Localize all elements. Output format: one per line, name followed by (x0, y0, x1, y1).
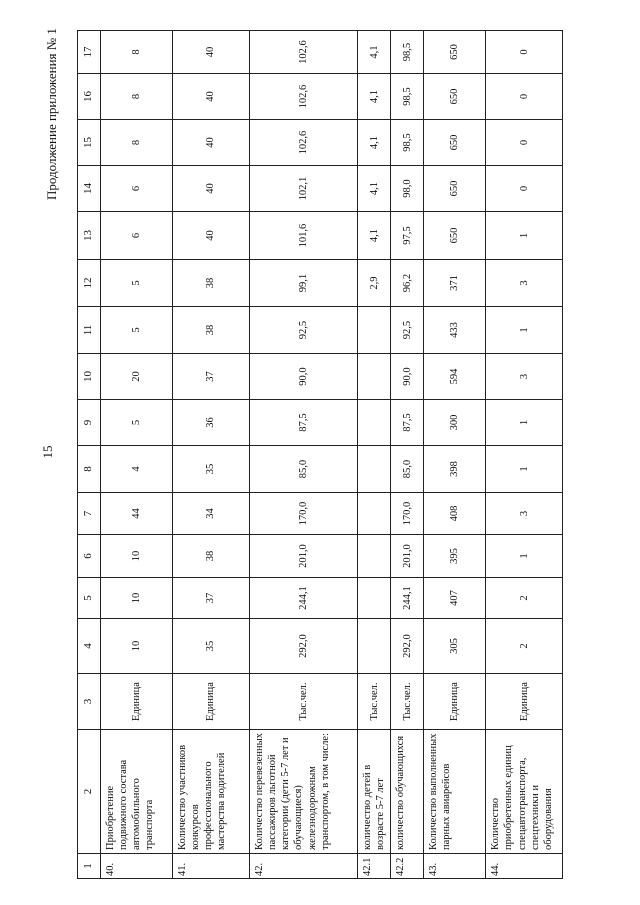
unit-cell: Тыс.чел. (250, 674, 358, 730)
header-cell: 10 (78, 354, 101, 400)
header-cell: 2 (78, 730, 101, 854)
header-row (78, 31, 101, 879)
value-cell: 97,5 (391, 212, 424, 260)
row-number: 42.1 (358, 854, 391, 879)
value-cell: 395 (424, 535, 486, 578)
value-cell: 8 (101, 31, 173, 74)
value-cell: 99,1 (250, 260, 358, 307)
value-cell: 371 (424, 260, 486, 307)
value-cell (358, 493, 391, 535)
value-cell: 20 (101, 354, 173, 400)
value-cell: 37 (173, 354, 250, 400)
value-cell: 292,0 (250, 619, 358, 674)
header-cell: 16 (78, 74, 101, 120)
indicator-name: Количество выполненных парных авиарейсов (424, 730, 486, 854)
value-cell: 8 (101, 74, 173, 120)
value-cell: 38 (173, 260, 250, 307)
value-cell: 3 (486, 493, 563, 535)
value-cell: 8 (101, 120, 173, 166)
value-cell: 4 (101, 446, 173, 493)
value-cell: 201,0 (391, 535, 424, 578)
value-cell: 6 (101, 166, 173, 212)
value-cell: 92,5 (391, 307, 424, 354)
unit-cell: Единица (486, 674, 563, 730)
indicator-name: количество обучающихся (391, 730, 424, 854)
value-cell: 10 (101, 578, 173, 619)
value-cell: 85,0 (391, 446, 424, 493)
unit-cell: Тыс.чел. (391, 674, 424, 730)
indicators-table (77, 30, 563, 879)
table-row (173, 31, 250, 879)
header-cell: 3 (78, 674, 101, 730)
value-cell: 433 (424, 307, 486, 354)
table-row (250, 31, 358, 879)
header-cell: 4 (78, 619, 101, 674)
value-cell: 6 (101, 212, 173, 260)
value-cell: 408 (424, 493, 486, 535)
value-cell: 3 (486, 354, 563, 400)
unit-cell: Единица (101, 674, 173, 730)
value-cell: 650 (424, 212, 486, 260)
indicator-name: Количество участников конкурсов профессионального мастерства водителей (173, 730, 250, 854)
unit-cell: Тыс.чел. (358, 674, 391, 730)
value-cell: 0 (486, 74, 563, 120)
value-cell: 0 (486, 120, 563, 166)
header-cell: 6 (78, 535, 101, 578)
value-cell: 102,6 (250, 74, 358, 120)
value-cell: 5 (101, 307, 173, 354)
indicator-name: Количество перевезенных пассажиров льготной категории (дети 5-7 лет и обучающиеся) железнодорожным транспортом, в том числе: (250, 730, 358, 854)
value-cell: 1 (486, 400, 563, 446)
value-cell: 85,0 (250, 446, 358, 493)
value-cell: 38 (173, 535, 250, 578)
value-cell: 102,6 (250, 120, 358, 166)
value-cell (358, 400, 391, 446)
value-cell: 398 (424, 446, 486, 493)
value-cell: 300 (424, 400, 486, 446)
header-cell: 15 (78, 120, 101, 166)
table-row (486, 31, 563, 879)
value-cell: 40 (173, 31, 250, 74)
value-cell (358, 535, 391, 578)
value-cell: 170,0 (250, 493, 358, 535)
value-cell: 92,5 (250, 307, 358, 354)
value-cell: 90,0 (250, 354, 358, 400)
indicator-name: Приобретение подвижного состава автомобильного транспорта (101, 730, 173, 854)
row-number: 44. (486, 854, 563, 879)
value-cell: 90,0 (391, 354, 424, 400)
row-number: 43. (424, 854, 486, 879)
header-cell: 14 (78, 166, 101, 212)
value-cell: 292,0 (391, 619, 424, 674)
value-cell: 37 (173, 578, 250, 619)
value-cell: 650 (424, 120, 486, 166)
value-cell: 1 (486, 535, 563, 578)
header-cell: 17 (78, 31, 101, 74)
value-cell: 3 (486, 260, 563, 307)
unit-cell: Единица (173, 674, 250, 730)
continuation-title: Продолжение приложения № 1 (44, 28, 59, 200)
header-cell: 1 (78, 854, 101, 879)
table-row (358, 31, 391, 879)
value-cell: 0 (486, 166, 563, 212)
value-cell: 10 (101, 619, 173, 674)
value-cell: 98,0 (391, 166, 424, 212)
value-cell: 4,1 (358, 120, 391, 166)
value-cell: 650 (424, 74, 486, 120)
value-cell: 305 (424, 619, 486, 674)
value-cell: 98,5 (391, 120, 424, 166)
value-cell: 87,5 (391, 400, 424, 446)
value-cell: 87,5 (250, 400, 358, 446)
value-cell: 98,5 (391, 31, 424, 74)
value-cell: 4,1 (358, 166, 391, 212)
value-cell: 650 (424, 31, 486, 74)
value-cell: 102,1 (250, 166, 358, 212)
header-cell: 8 (78, 446, 101, 493)
value-cell: 5 (101, 400, 173, 446)
value-cell: 4,1 (358, 31, 391, 74)
value-cell: 40 (173, 166, 250, 212)
value-cell: 102,6 (250, 31, 358, 74)
value-cell: 35 (173, 446, 250, 493)
value-cell: 4,1 (358, 212, 391, 260)
value-cell (358, 307, 391, 354)
header-cell: 7 (78, 493, 101, 535)
value-cell: 5 (101, 260, 173, 307)
value-cell (358, 354, 391, 400)
row-number: 40. (101, 854, 173, 879)
header-cell: 9 (78, 400, 101, 446)
value-cell: 244,1 (391, 578, 424, 619)
value-cell: 4,1 (358, 74, 391, 120)
row-number: 42.2 (391, 854, 424, 879)
value-cell: 650 (424, 166, 486, 212)
table-row (424, 31, 486, 879)
value-cell (358, 619, 391, 674)
header-cell: 5 (78, 578, 101, 619)
value-cell: 1 (486, 307, 563, 354)
value-cell: 40 (173, 74, 250, 120)
value-cell: 2 (486, 619, 563, 674)
value-cell: 201,0 (250, 535, 358, 578)
header-cell: 12 (78, 260, 101, 307)
value-cell: 594 (424, 354, 486, 400)
value-cell: 170,0 (391, 493, 424, 535)
page-number: 15 (40, 445, 55, 459)
value-cell: 44 (101, 493, 173, 535)
value-cell: 101,6 (250, 212, 358, 260)
header-cell: 11 (78, 307, 101, 354)
row-number: 41. (173, 854, 250, 879)
indicator-name: Количество приобретенных единиц спецавтотранспорта, спецтехники и оборудования (486, 730, 563, 854)
value-cell (358, 578, 391, 619)
value-cell: 10 (101, 535, 173, 578)
value-cell: 96,2 (391, 260, 424, 307)
table-row (391, 31, 424, 879)
value-cell: 244,1 (250, 578, 358, 619)
value-cell: 38 (173, 307, 250, 354)
value-cell: 40 (173, 212, 250, 260)
value-cell: 0 (486, 31, 563, 74)
row-number: 42. (250, 854, 358, 879)
value-cell: 34 (173, 493, 250, 535)
value-cell: 36 (173, 400, 250, 446)
indicator-name: количество детей в возрасте 5-7 лет (358, 730, 391, 854)
header-cell: 13 (78, 212, 101, 260)
value-cell: 1 (486, 446, 563, 493)
value-cell: 407 (424, 578, 486, 619)
value-cell: 2,9 (358, 260, 391, 307)
value-cell: 35 (173, 619, 250, 674)
table-row (101, 31, 173, 879)
value-cell (358, 446, 391, 493)
value-cell: 2 (486, 578, 563, 619)
value-cell: 40 (173, 120, 250, 166)
value-cell: 1 (486, 212, 563, 260)
value-cell: 98,5 (391, 74, 424, 120)
unit-cell: Единица (424, 674, 486, 730)
